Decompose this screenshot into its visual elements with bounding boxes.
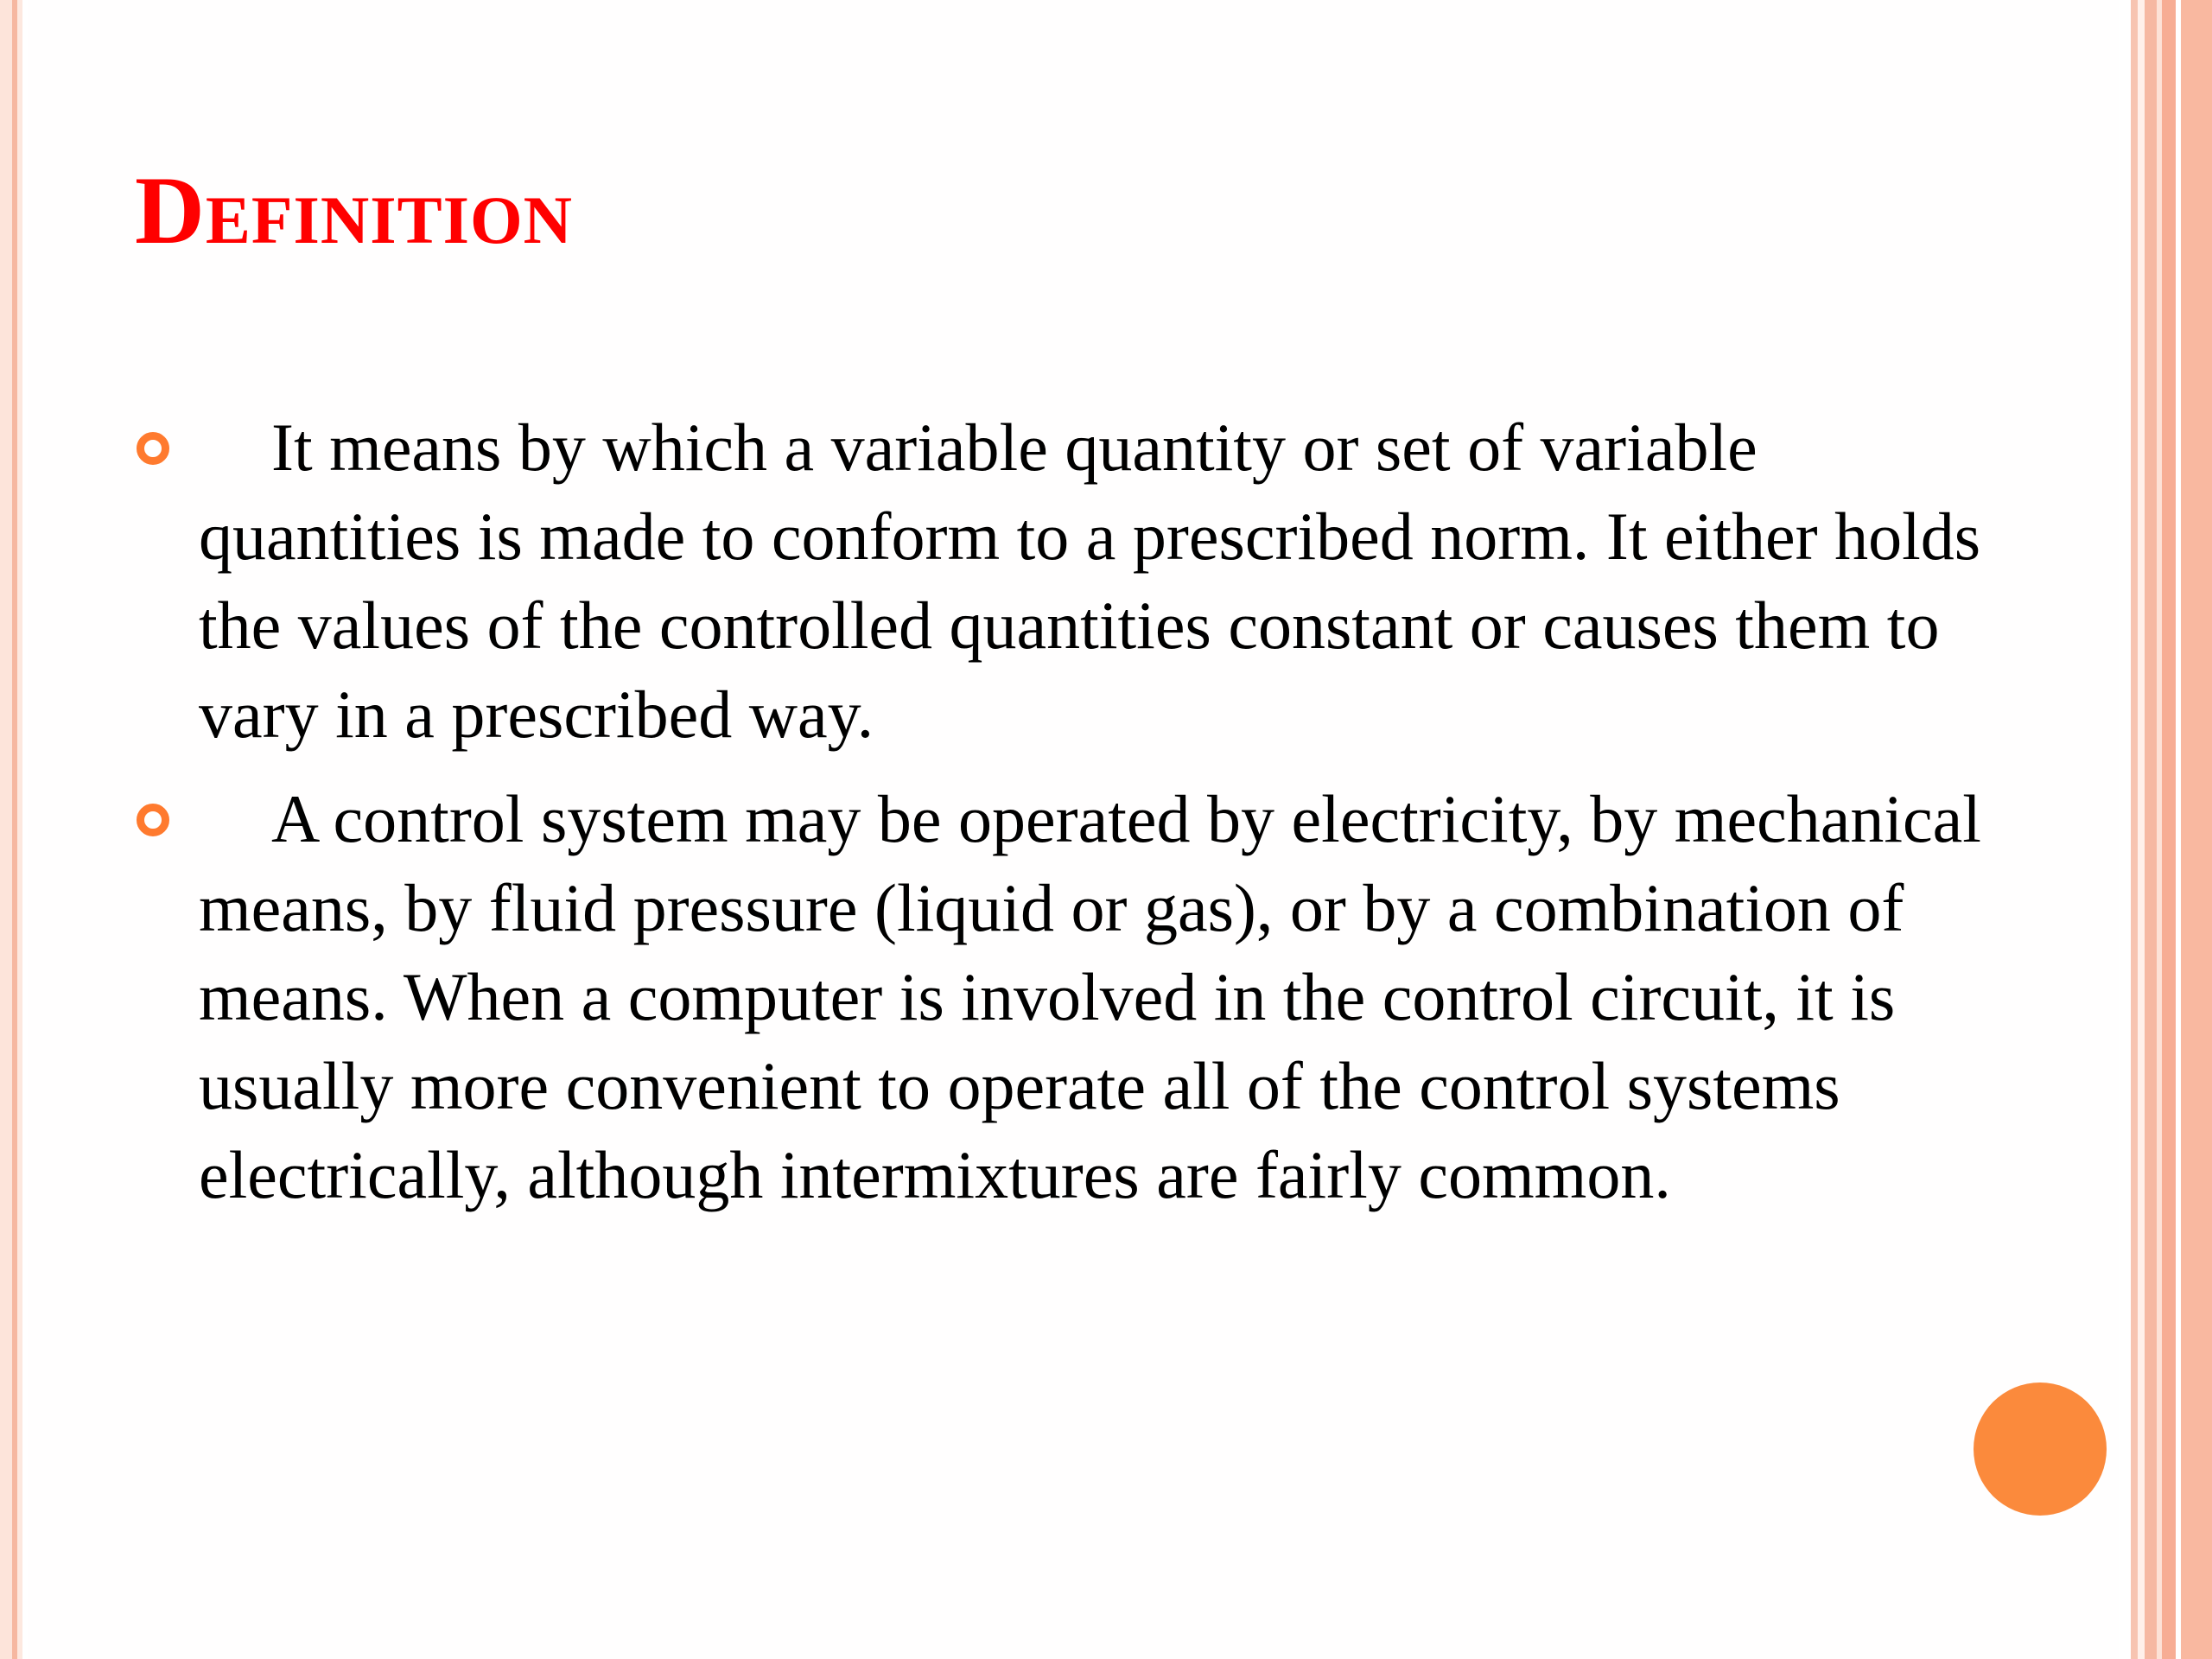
hollow-circle-bullet-icon [137,804,169,836]
bullet-item [135,774,2018,1219]
hollow-circle-bullet-icon [137,432,169,465]
bullet-item [135,403,2018,759]
bullet-text: It means by which a variable quantity or set of variable quantities is made to conform to a prescribed norm. It either holds the values of the controlled quantities constant or causes them to vary in a prescribed way. [199,410,1981,752]
slide-title: Definition [135,157,573,264]
right-decorative-stripes [2119,0,2212,1659]
bullet-text: A control system may be operated by electricity, by mechanical means, by fluid pressure (liquid or gas), or by a combination of means. When a computer is involved in the control circuit, it is usually more convenient to operate all of the control systems electrically, although intermixtures are fairly common. [199,781,1981,1212]
bullet-list [135,403,2018,1219]
left-decorative-border [0,0,28,1659]
orange-circle-decoration [1974,1382,2107,1516]
